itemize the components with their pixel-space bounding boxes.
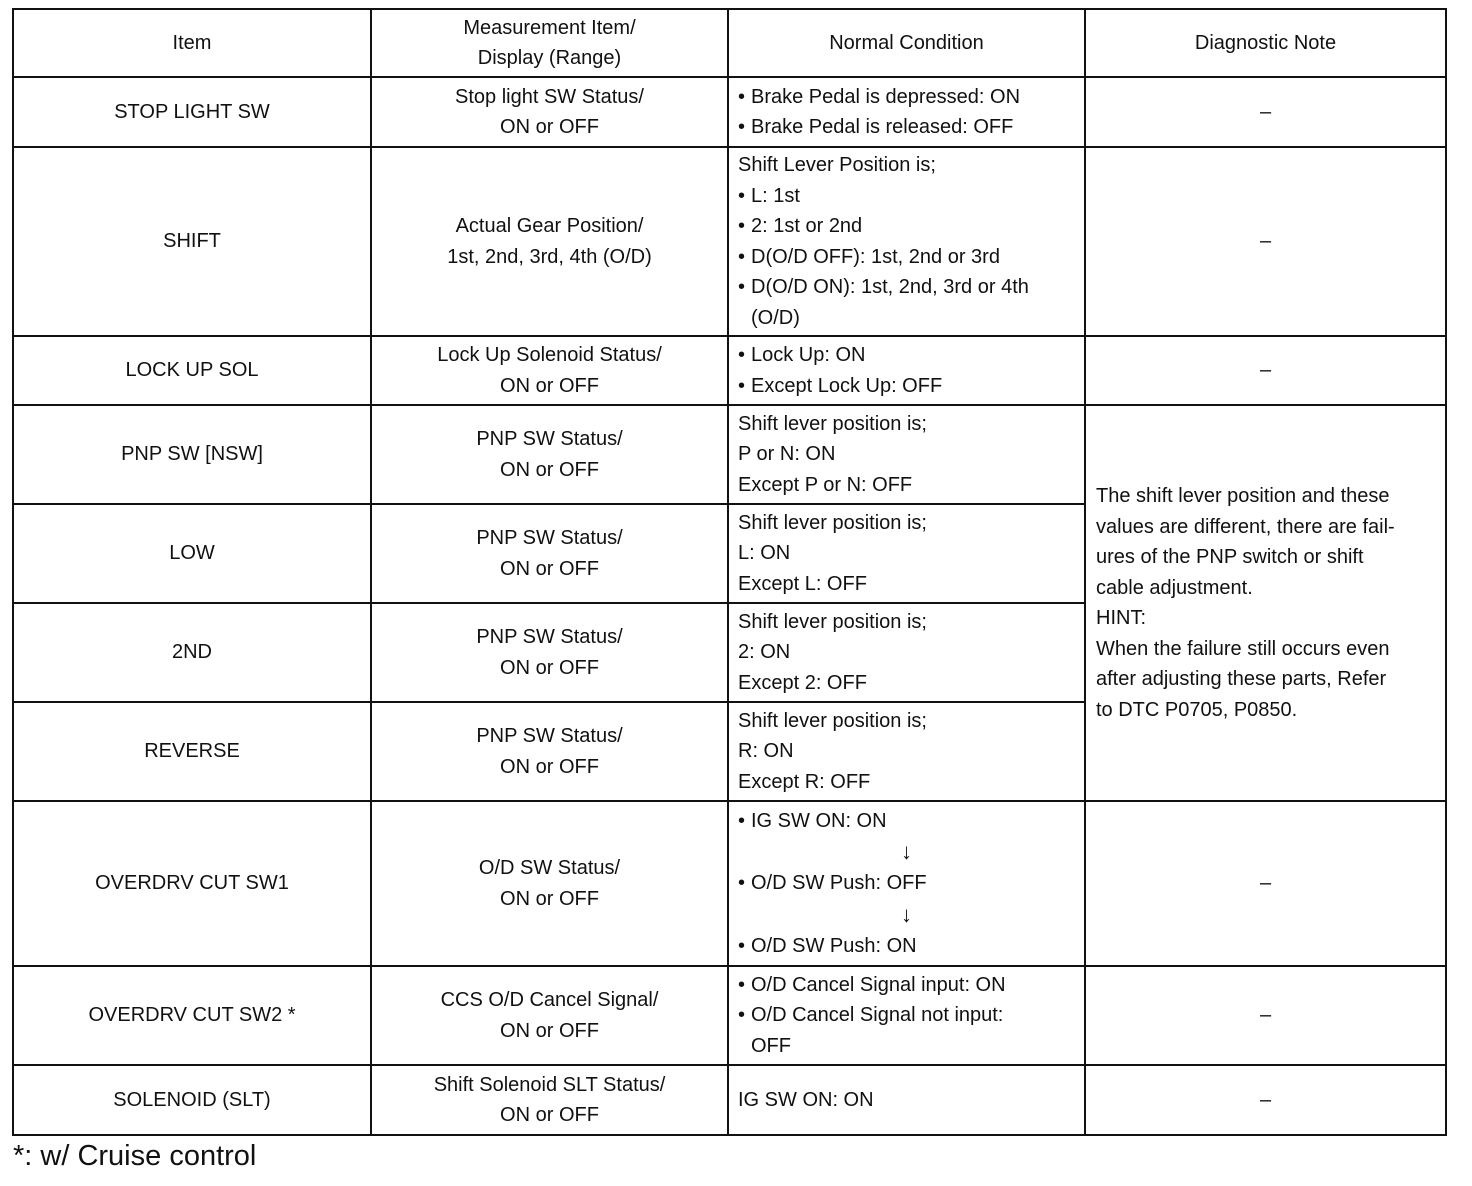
footnote: *: w/ Cruise control xyxy=(13,1140,257,1172)
data-list-table xyxy=(12,8,1447,1136)
down-arrow-icon: ↓ xyxy=(901,901,912,927)
item-cell: REVERSE xyxy=(13,702,371,801)
measurement-cell: PNP SW Status/ ON or OFF xyxy=(371,504,728,603)
pnp-diagnostic-note-cell: The shift lever position and these values are different, there are fail- ures of the PNP switch or shift cable adjustment. HINT: When the failure still occurs even after adjusting these parts, Refer to DTC P0705, P0850. xyxy=(1085,405,1446,801)
header-diagnostic-note: Diagnostic Note xyxy=(1085,9,1446,77)
condition-line: Shift lever position is; xyxy=(738,412,927,435)
condition-bullet: • 2: 1st or 2nd xyxy=(738,211,1075,242)
table-row xyxy=(13,336,1446,405)
condition-intro: Shift Lever Position is; xyxy=(738,154,936,176)
normal-condition-cell xyxy=(728,966,1085,1065)
item-cell: OVERDRV CUT SW1 xyxy=(13,801,371,966)
item-cell: LOCK UP SOL xyxy=(13,336,371,405)
condition-bullet: • Brake Pedal is released: OFF xyxy=(738,112,1075,143)
condition-bullet: • IG SW ON: ON xyxy=(738,806,1075,837)
measurement-cell: Stop light SW Status/ ON or OFF xyxy=(371,77,728,147)
table-row xyxy=(13,1065,1446,1135)
condition-line: L: ON xyxy=(738,542,791,565)
condition-line: P or N: ON xyxy=(738,443,836,466)
condition-line: Except P or N: OFF xyxy=(738,473,913,496)
table-row xyxy=(13,405,1446,504)
measurement-cell: PNP SW Status/ ON or OFF xyxy=(371,603,728,702)
normal-condition-cell xyxy=(728,1065,1085,1135)
condition-line: IG SW ON: ON xyxy=(738,1088,874,1111)
condition-bullet: • Lock Up: ON xyxy=(738,340,1075,371)
table-row xyxy=(13,966,1446,1065)
measurement-cell: PNP SW Status/ ON or OFF xyxy=(371,405,728,504)
condition-continuation: OFF xyxy=(751,1034,791,1057)
measurement-cell: O/D SW Status/ ON or OFF xyxy=(371,801,728,966)
diagnostic-note-cell: – xyxy=(1085,966,1446,1065)
normal-condition-cell xyxy=(728,801,1085,966)
normal-condition-cell xyxy=(728,405,1085,504)
table-row xyxy=(13,77,1446,147)
item-cell: STOP LIGHT SW xyxy=(13,77,371,147)
item-cell: LOW xyxy=(13,504,371,603)
condition-line: R: ON xyxy=(738,740,794,763)
diagnostic-note-cell: – xyxy=(1085,147,1446,336)
condition-bullet: • O/D Cancel Signal input: ON xyxy=(738,970,1075,1001)
condition-line: Except L: OFF xyxy=(738,572,867,595)
condition-line: Shift lever position is; xyxy=(738,709,927,732)
condition-bullet: • Brake Pedal is depressed: ON xyxy=(738,82,1075,113)
condition-bullet: • O/D SW Push: ON xyxy=(738,931,1075,962)
condition-line: Except 2: OFF xyxy=(738,671,867,694)
condition-bullet: • L: 1st xyxy=(738,181,1075,212)
condition-bullet: • D(O/D ON): 1st, 2nd, 3rd or 4th xyxy=(738,272,1075,303)
normal-condition-cell xyxy=(728,603,1085,702)
condition-line: 2: ON xyxy=(738,641,791,664)
table-row xyxy=(13,801,1446,966)
diagnostic-note-cell: – xyxy=(1085,801,1446,966)
normal-condition-cell xyxy=(728,504,1085,603)
item-cell: PNP SW [NSW] xyxy=(13,405,371,504)
item-cell: SOLENOID (SLT) xyxy=(13,1065,371,1135)
item-cell: 2ND xyxy=(13,603,371,702)
diagnostic-note-cell: – xyxy=(1085,77,1446,147)
diagnostic-note-cell: – xyxy=(1085,1065,1446,1135)
condition-continuation: (O/D) xyxy=(751,306,800,329)
header-row xyxy=(13,9,1446,77)
condition-bullet: • D(O/D OFF): 1st, 2nd or 3rd xyxy=(738,242,1075,273)
header-item: Item xyxy=(13,9,371,77)
diagnostic-note-cell: – xyxy=(1085,336,1446,405)
condition-line: Shift lever position is; xyxy=(738,610,927,633)
down-arrow-icon: ↓ xyxy=(901,839,912,865)
measurement-cell: PNP SW Status/ ON or OFF xyxy=(371,702,728,801)
normal-condition-cell xyxy=(728,702,1085,801)
item-cell: OVERDRV CUT SW2 * xyxy=(13,966,371,1065)
condition-bullet: • Except Lock Up: OFF xyxy=(738,371,1075,402)
header-measurement: Measurement Item/ Display (Range) xyxy=(371,9,728,77)
table-row xyxy=(13,147,1446,336)
measurement-cell: CCS O/D Cancel Signal/ ON or OFF xyxy=(371,966,728,1065)
normal-condition-cell xyxy=(728,77,1085,147)
measurement-cell: Lock Up Solenoid Status/ ON or OFF xyxy=(371,336,728,405)
measurement-cell: Actual Gear Position/ 1st, 2nd, 3rd, 4th (O/D) xyxy=(371,147,728,336)
condition-line: Except R: OFF xyxy=(738,770,871,793)
condition-bullet: • O/D SW Push: OFF xyxy=(738,868,1075,899)
condition-line: Shift lever position is; xyxy=(738,511,927,534)
measurement-cell: Shift Solenoid SLT Status/ ON or OFF xyxy=(371,1065,728,1135)
condition-bullet: • O/D Cancel Signal not input: xyxy=(738,1000,1075,1031)
normal-condition-cell xyxy=(728,336,1085,405)
normal-condition-cell xyxy=(728,147,1085,336)
item-cell: SHIFT xyxy=(13,147,371,336)
header-normal-condition: Normal Condition xyxy=(728,9,1085,77)
